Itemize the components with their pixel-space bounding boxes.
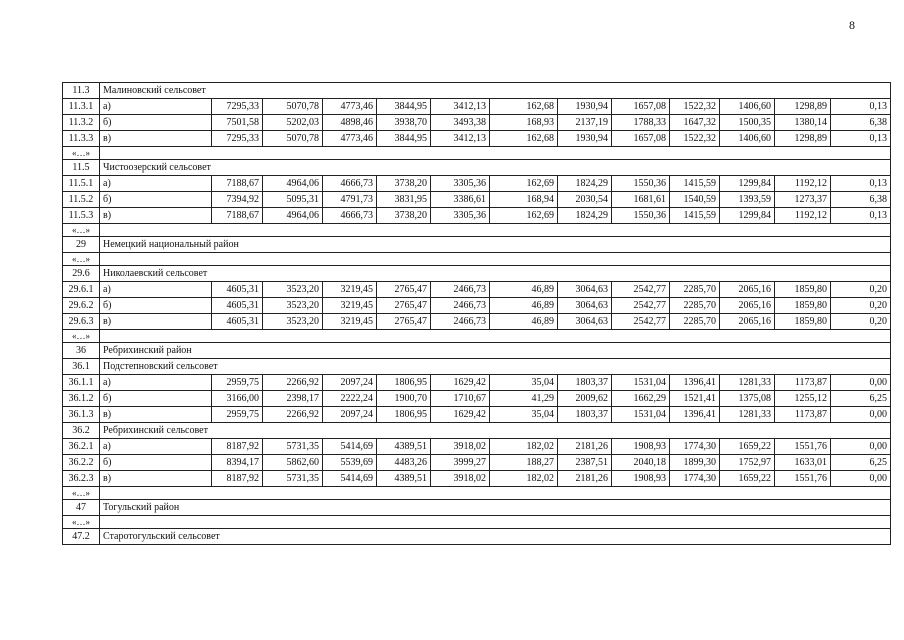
- row-code: 36.1: [63, 359, 100, 375]
- value-cell: 2097,24: [323, 407, 377, 423]
- section-title: Николаевский сельсовет: [100, 266, 891, 282]
- value-cell: 2266,92: [263, 375, 323, 391]
- value-cell: 0,00: [831, 471, 891, 487]
- value-cell: 1647,32: [670, 115, 720, 131]
- value-cell: 2466,73: [431, 298, 490, 314]
- value-cell: 1859,80: [775, 282, 831, 298]
- value-cell: 1859,80: [775, 298, 831, 314]
- value-cell: 1752,97: [720, 455, 775, 471]
- section-title: Малиновский сельсовет: [100, 83, 891, 99]
- value-cell: 3412,13: [431, 131, 490, 147]
- ellipsis-mark: «…»: [63, 487, 100, 500]
- row-code: 29.6.2: [63, 298, 100, 314]
- row-code: 11.3.3: [63, 131, 100, 147]
- value-cell: 3386,61: [431, 192, 490, 208]
- value-cell: 1273,37: [775, 192, 831, 208]
- value-cell: 2181,26: [558, 439, 612, 455]
- value-cell: 3219,45: [323, 314, 377, 330]
- table-row: [63, 455, 891, 471]
- value-cell: 2009,62: [558, 391, 612, 407]
- table-row: [63, 314, 891, 330]
- ellipsis-row: [63, 516, 891, 529]
- table-row: [63, 471, 891, 487]
- value-cell: 1396,41: [670, 407, 720, 423]
- section-header-row: [63, 266, 891, 282]
- value-cell: 4605,31: [212, 298, 263, 314]
- value-cell: 0,13: [831, 131, 891, 147]
- value-cell: 0,13: [831, 208, 891, 224]
- value-cell: 46,89: [490, 314, 558, 330]
- value-cell: 3523,20: [263, 282, 323, 298]
- row-code: 11.5.3: [63, 208, 100, 224]
- ellipsis-row: [63, 253, 891, 266]
- value-cell: 4605,31: [212, 314, 263, 330]
- row-label: в): [100, 407, 212, 423]
- value-cell: 2542,77: [612, 314, 670, 330]
- ellipsis-filler: [100, 253, 891, 266]
- value-cell: 188,27: [490, 455, 558, 471]
- value-cell: 2398,17: [263, 391, 323, 407]
- value-cell: 1806,95: [377, 375, 431, 391]
- value-cell: 1908,93: [612, 471, 670, 487]
- value-cell: 2222,24: [323, 391, 377, 407]
- value-cell: 2065,16: [720, 282, 775, 298]
- value-cell: 1824,29: [558, 208, 612, 224]
- value-cell: 1657,08: [612, 99, 670, 115]
- value-cell: 2266,92: [263, 407, 323, 423]
- value-cell: 2765,47: [377, 282, 431, 298]
- table-row: [63, 407, 891, 423]
- value-cell: 1375,08: [720, 391, 775, 407]
- row-label: б): [100, 391, 212, 407]
- row-code: 36.1.2: [63, 391, 100, 407]
- value-cell: 168,94: [490, 192, 558, 208]
- value-cell: 4773,46: [323, 131, 377, 147]
- value-cell: 0,20: [831, 282, 891, 298]
- value-cell: 4666,73: [323, 208, 377, 224]
- row-label: б): [100, 192, 212, 208]
- row-code: 11.5: [63, 160, 100, 176]
- value-cell: 2765,47: [377, 314, 431, 330]
- value-cell: 3064,63: [558, 298, 612, 314]
- value-cell: 46,89: [490, 282, 558, 298]
- table-row: [63, 282, 891, 298]
- value-cell: 2959,75: [212, 375, 263, 391]
- value-cell: 3938,70: [377, 115, 431, 131]
- row-code: 11.3.1: [63, 99, 100, 115]
- row-code: 29.6.3: [63, 314, 100, 330]
- ellipsis-filler: [100, 330, 891, 343]
- value-cell: 7188,67: [212, 208, 263, 224]
- value-cell: 7295,33: [212, 99, 263, 115]
- section-header-row: [63, 423, 891, 439]
- ellipsis-mark: «…»: [63, 224, 100, 237]
- value-cell: 3219,45: [323, 298, 377, 314]
- value-cell: 5862,60: [263, 455, 323, 471]
- value-cell: 1659,22: [720, 471, 775, 487]
- value-cell: 3844,95: [377, 131, 431, 147]
- ellipsis-row: [63, 224, 891, 237]
- row-label: а): [100, 99, 212, 115]
- value-cell: 5539,69: [323, 455, 377, 471]
- value-cell: 0,13: [831, 176, 891, 192]
- row-code: 29: [63, 237, 100, 253]
- value-cell: 1173,87: [775, 375, 831, 391]
- value-cell: 1806,95: [377, 407, 431, 423]
- value-cell: 1522,32: [670, 99, 720, 115]
- value-cell: 1299,84: [720, 176, 775, 192]
- value-cell: 2285,70: [670, 282, 720, 298]
- value-cell: 6,25: [831, 455, 891, 471]
- value-cell: 3064,63: [558, 282, 612, 298]
- value-cell: 5095,31: [263, 192, 323, 208]
- value-cell: 4964,06: [263, 208, 323, 224]
- row-code: 36.2.1: [63, 439, 100, 455]
- value-cell: 2137,19: [558, 115, 612, 131]
- section-title: Немецкий национальный район: [100, 237, 891, 253]
- value-cell: 3999,27: [431, 455, 490, 471]
- row-label: а): [100, 282, 212, 298]
- value-cell: 1192,12: [775, 208, 831, 224]
- ellipsis-mark: «…»: [63, 330, 100, 343]
- ellipsis-mark: «…»: [63, 253, 100, 266]
- value-cell: 162,68: [490, 131, 558, 147]
- value-cell: 1406,60: [720, 99, 775, 115]
- row-label: а): [100, 375, 212, 391]
- section-title: Чистоозерский сельсовет: [100, 160, 891, 176]
- value-cell: 1173,87: [775, 407, 831, 423]
- value-cell: 6,38: [831, 192, 891, 208]
- value-cell: 1521,41: [670, 391, 720, 407]
- value-cell: 4898,46: [323, 115, 377, 131]
- value-cell: 1531,04: [612, 407, 670, 423]
- value-cell: 1406,60: [720, 131, 775, 147]
- value-cell: 1522,32: [670, 131, 720, 147]
- section-header-row: [63, 160, 891, 176]
- value-cell: 3305,36: [431, 208, 490, 224]
- row-label: а): [100, 176, 212, 192]
- value-cell: 0,20: [831, 314, 891, 330]
- value-cell: 0,13: [831, 99, 891, 115]
- section-header-row: [63, 359, 891, 375]
- value-cell: 1550,36: [612, 176, 670, 192]
- ellipsis-filler: [100, 147, 891, 160]
- value-cell: 4605,31: [212, 282, 263, 298]
- value-cell: 3738,20: [377, 208, 431, 224]
- value-cell: 2959,75: [212, 407, 263, 423]
- value-cell: 162,68: [490, 99, 558, 115]
- value-cell: 1803,37: [558, 407, 612, 423]
- value-cell: 3166,00: [212, 391, 263, 407]
- value-cell: 2097,24: [323, 375, 377, 391]
- row-code: 11.5.1: [63, 176, 100, 192]
- row-label: б): [100, 115, 212, 131]
- row-code: 29.6: [63, 266, 100, 282]
- row-code: 29.6.1: [63, 282, 100, 298]
- ellipsis-filler: [100, 516, 891, 529]
- row-code: 11.5.2: [63, 192, 100, 208]
- row-code: 47.2: [63, 529, 100, 545]
- value-cell: 3064,63: [558, 314, 612, 330]
- value-cell: 0,00: [831, 407, 891, 423]
- ellipsis-mark: «…»: [63, 516, 100, 529]
- value-cell: 162,69: [490, 176, 558, 192]
- row-label: в): [100, 314, 212, 330]
- value-cell: 1710,67: [431, 391, 490, 407]
- value-cell: 3493,38: [431, 115, 490, 131]
- value-cell: 2285,70: [670, 298, 720, 314]
- value-cell: 5414,69: [323, 439, 377, 455]
- section-title: Старотогульский сельсовет: [100, 529, 891, 545]
- value-cell: 0,20: [831, 298, 891, 314]
- value-cell: 4964,06: [263, 176, 323, 192]
- section-header-row: [63, 500, 891, 516]
- value-cell: 1380,14: [775, 115, 831, 131]
- value-cell: 3738,20: [377, 176, 431, 192]
- value-cell: 4483,26: [377, 455, 431, 471]
- value-cell: 1681,61: [612, 192, 670, 208]
- value-cell: 7295,33: [212, 131, 263, 147]
- value-cell: 46,89: [490, 298, 558, 314]
- value-cell: 4389,51: [377, 439, 431, 455]
- value-cell: 3831,95: [377, 192, 431, 208]
- value-cell: 1281,33: [720, 407, 775, 423]
- value-cell: 4791,73: [323, 192, 377, 208]
- value-cell: 1531,04: [612, 375, 670, 391]
- value-cell: 1859,80: [775, 314, 831, 330]
- value-cell: 6,38: [831, 115, 891, 131]
- value-cell: 3523,20: [263, 314, 323, 330]
- row-code: 36.2: [63, 423, 100, 439]
- value-cell: 2765,47: [377, 298, 431, 314]
- value-cell: 1298,89: [775, 131, 831, 147]
- table-row: [63, 391, 891, 407]
- section-title: Тогульский район: [100, 500, 891, 516]
- row-code: 47: [63, 500, 100, 516]
- value-cell: 1657,08: [612, 131, 670, 147]
- value-cell: 8187,92: [212, 471, 263, 487]
- value-cell: 1659,22: [720, 439, 775, 455]
- value-cell: 8187,92: [212, 439, 263, 455]
- value-cell: 1551,76: [775, 439, 831, 455]
- row-code: 11.3.2: [63, 115, 100, 131]
- value-cell: 35,04: [490, 375, 558, 391]
- value-cell: 2387,51: [558, 455, 612, 471]
- value-cell: 5414,69: [323, 471, 377, 487]
- value-cell: 1298,89: [775, 99, 831, 115]
- value-cell: 0,00: [831, 375, 891, 391]
- value-cell: 2466,73: [431, 282, 490, 298]
- section-header-row: [63, 343, 891, 359]
- value-cell: 2040,18: [612, 455, 670, 471]
- value-cell: 1774,30: [670, 439, 720, 455]
- row-label: в): [100, 131, 212, 147]
- value-cell: 2065,16: [720, 314, 775, 330]
- value-cell: 1899,30: [670, 455, 720, 471]
- value-cell: 2466,73: [431, 314, 490, 330]
- value-cell: 1662,29: [612, 391, 670, 407]
- ellipsis-mark: «…»: [63, 147, 100, 160]
- value-cell: 4773,46: [323, 99, 377, 115]
- value-cell: 2030,54: [558, 192, 612, 208]
- value-cell: 1930,94: [558, 131, 612, 147]
- table-row: [63, 192, 891, 208]
- ellipsis-filler: [100, 224, 891, 237]
- value-cell: 1551,76: [775, 471, 831, 487]
- value-cell: 3918,02: [431, 439, 490, 455]
- value-cell: 1824,29: [558, 176, 612, 192]
- value-cell: 3844,95: [377, 99, 431, 115]
- value-cell: 168,93: [490, 115, 558, 131]
- value-cell: 5202,03: [263, 115, 323, 131]
- value-cell: 1900,70: [377, 391, 431, 407]
- row-label: а): [100, 439, 212, 455]
- value-cell: 1393,59: [720, 192, 775, 208]
- row-label: б): [100, 455, 212, 471]
- table-row: [63, 115, 891, 131]
- value-cell: 3523,20: [263, 298, 323, 314]
- value-cell: 4389,51: [377, 471, 431, 487]
- value-cell: 1540,59: [670, 192, 720, 208]
- value-cell: 2181,26: [558, 471, 612, 487]
- value-cell: 41,29: [490, 391, 558, 407]
- value-cell: 2285,70: [670, 314, 720, 330]
- value-cell: 0,00: [831, 439, 891, 455]
- value-cell: 1633,01: [775, 455, 831, 471]
- section-title: Ребрихинский район: [100, 343, 891, 359]
- value-cell: 6,25: [831, 391, 891, 407]
- value-cell: 1281,33: [720, 375, 775, 391]
- ellipsis-row: [63, 487, 891, 500]
- value-cell: 1415,59: [670, 208, 720, 224]
- value-cell: 2542,77: [612, 298, 670, 314]
- value-cell: 1299,84: [720, 208, 775, 224]
- value-cell: 3918,02: [431, 471, 490, 487]
- tariff-table: [62, 82, 891, 545]
- table-row: [63, 375, 891, 391]
- value-cell: 1415,59: [670, 176, 720, 192]
- row-code: 36.1.1: [63, 375, 100, 391]
- value-cell: 1908,93: [612, 439, 670, 455]
- ellipsis-row: [63, 330, 891, 343]
- table-row: [63, 176, 891, 192]
- value-cell: 8394,17: [212, 455, 263, 471]
- value-cell: 5731,35: [263, 439, 323, 455]
- value-cell: 5070,78: [263, 99, 323, 115]
- page-number: 8: [849, 18, 855, 32]
- ellipsis-row: [63, 147, 891, 160]
- value-cell: 1774,30: [670, 471, 720, 487]
- table-row: [63, 439, 891, 455]
- value-cell: 1629,42: [431, 375, 490, 391]
- value-cell: 3219,45: [323, 282, 377, 298]
- value-cell: 4666,73: [323, 176, 377, 192]
- value-cell: 5731,35: [263, 471, 323, 487]
- value-cell: 7501,58: [212, 115, 263, 131]
- value-cell: 1192,12: [775, 176, 831, 192]
- row-code: 36.2.3: [63, 471, 100, 487]
- row-code: 36: [63, 343, 100, 359]
- value-cell: 1930,94: [558, 99, 612, 115]
- section-title: Подстепновский сельсовет: [100, 359, 891, 375]
- value-cell: 3412,13: [431, 99, 490, 115]
- value-cell: 5070,78: [263, 131, 323, 147]
- ellipsis-filler: [100, 487, 891, 500]
- row-label: б): [100, 298, 212, 314]
- section-header-row: [63, 83, 891, 99]
- value-cell: 35,04: [490, 407, 558, 423]
- value-cell: 3305,36: [431, 176, 490, 192]
- row-code: 11.3: [63, 83, 100, 99]
- row-code: 36.2.2: [63, 455, 100, 471]
- table-row: [63, 298, 891, 314]
- row-code: 36.1.3: [63, 407, 100, 423]
- value-cell: 182,02: [490, 439, 558, 455]
- row-label: в): [100, 208, 212, 224]
- table-row: [63, 99, 891, 115]
- section-header-row: [63, 237, 891, 253]
- value-cell: 182,02: [490, 471, 558, 487]
- table-row: [63, 208, 891, 224]
- row-label: в): [100, 471, 212, 487]
- value-cell: 1500,35: [720, 115, 775, 131]
- value-cell: 1550,36: [612, 208, 670, 224]
- value-cell: 2065,16: [720, 298, 775, 314]
- value-cell: 2542,77: [612, 282, 670, 298]
- value-cell: 1396,41: [670, 375, 720, 391]
- section-title: Ребрихинский сельсовет: [100, 423, 891, 439]
- value-cell: 1788,33: [612, 115, 670, 131]
- table-row: [63, 131, 891, 147]
- value-cell: 7394,92: [212, 192, 263, 208]
- section-header-row: [63, 529, 891, 545]
- value-cell: 7188,67: [212, 176, 263, 192]
- value-cell: 1255,12: [775, 391, 831, 407]
- value-cell: 1803,37: [558, 375, 612, 391]
- value-cell: 162,69: [490, 208, 558, 224]
- value-cell: 1629,42: [431, 407, 490, 423]
